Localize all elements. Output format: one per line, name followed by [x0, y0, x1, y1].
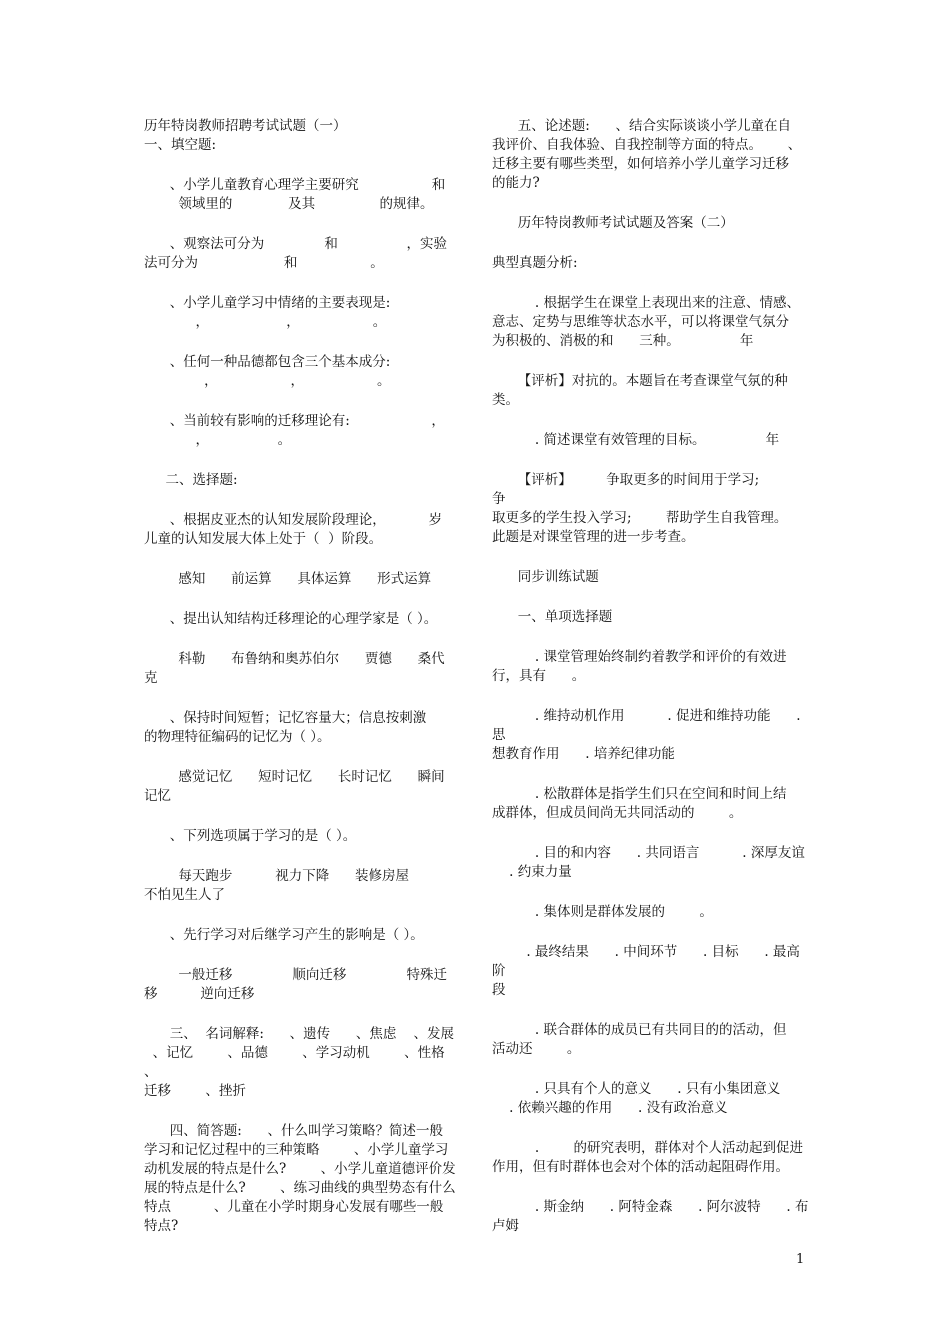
- question-text: 儿童的认知发展大体上处于（ ）阶段。: [144, 531, 383, 547]
- question-text: . 的研究表明，群体对个人活动起到促进: [492, 1140, 804, 1156]
- choice-options: 克: [144, 670, 158, 686]
- question-text: . 松散群体是指学生们只在空间和时间上结: [492, 786, 787, 802]
- choice-options: 不怕见生人了: [144, 887, 225, 903]
- section-terms: 、记忆 、品德 、学习动机 、性格 、: [144, 1045, 479, 1080]
- choice-options: . 依赖兴趣的作用 . 没有政治意义: [492, 1100, 728, 1116]
- question-text: 、提出认知结构迁移理论的心理学家是（ ）。: [144, 611, 438, 627]
- question-text: 、根据皮亚杰的认知发展阶段理论， 岁: [144, 512, 443, 528]
- choice-options: 科勒 布鲁纳和奥苏伯尔 贾德 桑代: [144, 651, 445, 667]
- analysis-comment: 【评析】对抗的。本题旨在考查课堂气氛的种: [492, 373, 788, 389]
- choice-options: . 斯金纳 . 阿特金森 . 阿尔波特 . 布: [492, 1199, 809, 1215]
- analysis-comment: 此题是对课堂管理的进一步考查。: [492, 529, 695, 545]
- section-essay: 五、论述题: 、结合实际谈谈小学儿童在自: [492, 118, 792, 134]
- analysis-question: 为积极的、消极的和 三种。 年: [492, 333, 754, 349]
- question-text: ， ， 。: [144, 373, 391, 389]
- question-text: 、观察法可分为 和 ，实验: [144, 236, 447, 252]
- question-text: ， 。: [144, 432, 292, 448]
- question-text: 、任何一种品德都包含三个基本成分:: [144, 354, 391, 370]
- exam-title-2: 历年特岗教师考试试题及答案（二）: [492, 215, 734, 231]
- choice-options: . 目的和内容 . 共同语言 . 深厚友谊: [492, 845, 805, 861]
- section-terms: 三、 名词解释: 、遗传 、焦虑 、发展: [144, 1026, 455, 1042]
- section-essay: 我评价、自我体验、自我控制等方面的特点。 、: [492, 137, 802, 153]
- question-text: 成群体，但成员间尚无共同活动的 。: [492, 805, 743, 821]
- question-text: 、小学儿童教育心理学主要研究 和: [144, 177, 446, 193]
- section-short-answer: 学习和记忆过程中的三种策略 、小学儿童学习: [144, 1142, 449, 1158]
- choice-options: 感知 前运算 具体运算 形式运算: [144, 571, 432, 587]
- analysis-heading: 典型真题分析:: [492, 255, 578, 271]
- analysis-comment: 【评析】 争取更多的时间用于学习; 争: [492, 472, 803, 507]
- choice-options: 一般迁移 顺向迁移 特殊迁: [144, 967, 447, 983]
- section-heading-choice: 二、选择题:: [144, 472, 238, 488]
- question-text: 、当前较有影响的迁移理论有: ，: [144, 413, 445, 429]
- question-text: ， ， 。: [144, 314, 387, 330]
- analysis-question: 意志、定势与思维等状态水平，可以将课堂气氛分: [492, 314, 789, 330]
- page-number: 1: [796, 1252, 805, 1267]
- section-short-answer: 四、简答题: 、什么叫学习策略？简述一般: [144, 1123, 444, 1139]
- question-text: 、下列选项属于学习的是（ ）。: [144, 828, 357, 844]
- question-text: 、先行学习对后继学习产生的影响是（ ）。: [144, 927, 424, 943]
- choice-options: 记忆: [144, 788, 171, 804]
- training-heading: 同步训练试题: [492, 569, 599, 585]
- question-text: 法可分为 和 。: [144, 255, 384, 271]
- choice-options: . 维持动机作用 . 促进和维持功能 . 思: [492, 708, 805, 743]
- question-text: 行，具有 。: [492, 668, 586, 684]
- question-text: 作用，但有时群体也会对个体的活动起阻碍作用。: [492, 1159, 789, 1175]
- choice-options: . 只具有个人的意义 . 只有小集团意义: [492, 1081, 781, 1097]
- choice-options: 移 逆向迁移: [144, 986, 255, 1002]
- section-essay: 的能力?: [492, 175, 540, 191]
- choice-options: . 约束力量: [492, 864, 572, 880]
- section-short-answer: 特点 、儿童在小学时期身心发展有哪些一般: [144, 1199, 444, 1215]
- exam-title: 历年特岗教师招聘考试试题（一）: [144, 118, 347, 134]
- question-text: 活动还 。: [492, 1041, 581, 1057]
- single-choice-heading: 一、单项选择题: [492, 609, 613, 625]
- analysis-comment: 取更多的学生投入学习; 帮助学生自我管理。: [492, 510, 788, 526]
- section-essay: 迁移主要有哪些类型，如何培养小学儿童学习迁移: [492, 156, 789, 172]
- question-text: 、小学儿童学习中情绪的主要表现是:: [144, 295, 391, 311]
- analysis-question: . 根据学生在课堂上表现出来的注意、情感、: [492, 295, 801, 311]
- left-column: [144, 117, 479, 1236]
- analysis-comment: 类。: [492, 392, 519, 408]
- choice-options: . 最终结果 . 中间环节 . 目标 . 最高阶: [492, 944, 800, 979]
- right-column: [492, 117, 810, 1236]
- section-heading-fill-blank: 一、填空题:: [144, 137, 217, 153]
- question-text: . 课堂管理始终制约着教学和评价的有效进: [492, 649, 787, 665]
- choice-options: 段: [492, 982, 506, 998]
- question-text: . 联合群体的成员已有共同目的的活动，但: [492, 1022, 787, 1038]
- section-short-answer: 动机发展的特点是什么? 、小学儿童道德评价发: [144, 1161, 456, 1177]
- question-text: 领域里的 及其 的规律。: [144, 196, 434, 212]
- choice-options: 想教育作用 . 培养纪律功能: [492, 746, 675, 762]
- section-short-answer: 特点?: [144, 1218, 179, 1234]
- section-terms: 迁移 、挫折: [144, 1083, 246, 1099]
- choice-options: 每天跑步 视力下降 装修房屋: [144, 868, 410, 884]
- analysis-question: . 简述课堂有效管理的目标。 年: [492, 432, 780, 448]
- question-text: . 集体则是群体发展的 。: [492, 904, 713, 920]
- section-short-answer: 展的特点是什么? 、练习曲线的典型势态有什么: [144, 1180, 456, 1196]
- question-text: 、保持时间短暂；记忆容量大；信息按刺激: [144, 710, 427, 726]
- choice-options: 感觉记忆 短时记忆 长时记忆 瞬间: [144, 769, 445, 785]
- choice-options: 卢姆: [492, 1218, 519, 1234]
- question-text: 的物理特征编码的记忆为（ ）。: [144, 729, 331, 745]
